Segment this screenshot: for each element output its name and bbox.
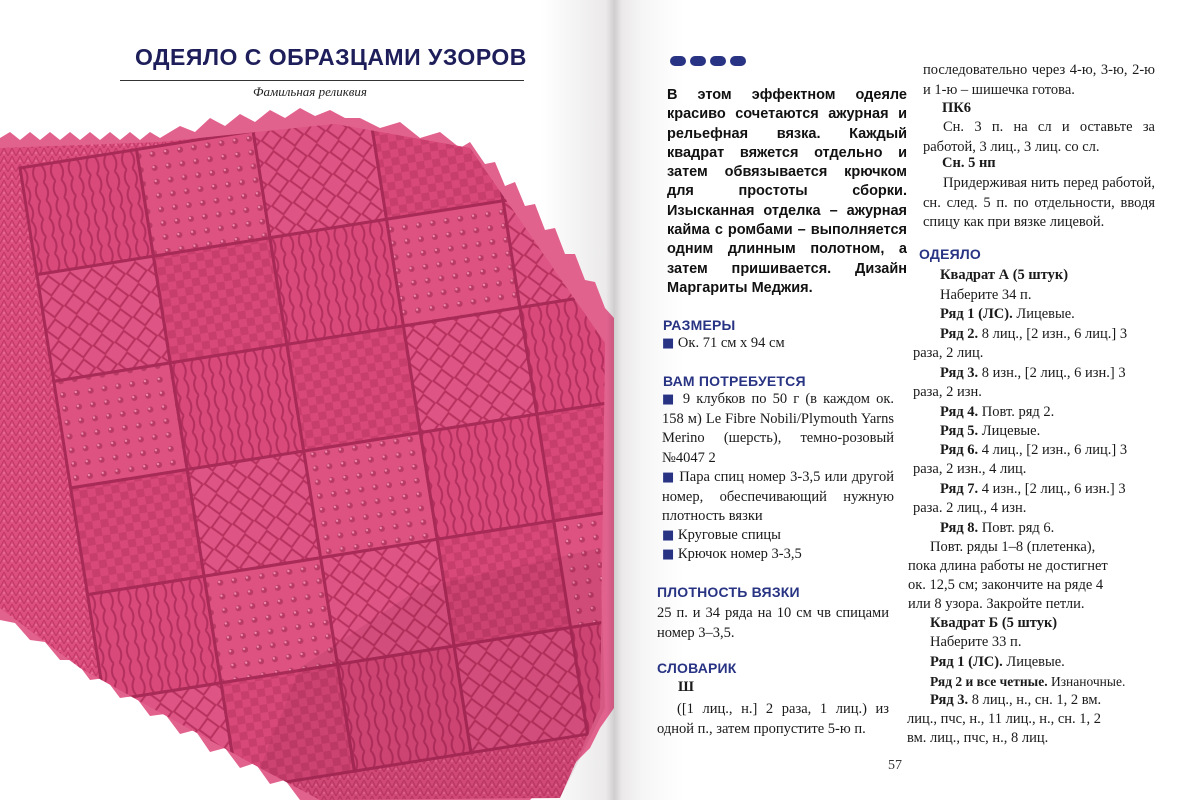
materials-item-needles: ■ Пара спиц номер 3-3,5 или другой номер, обеспечивающий нужную плотность вязки xyxy=(662,469,894,525)
materials-item-yarn: ■ 9 клубков по 50 г (в каждом ок. 158 м) Le Fibre Nobili/Plymouth Yarns Merino (шерсть), темно-розовый №4047 2 xyxy=(662,391,894,466)
bullet-square-icon: ■ xyxy=(662,528,675,543)
bullet-square-icon: ■ xyxy=(662,470,675,485)
glossary-text-sh: ([1 лиц., н.] 2 раза, 1 лиц.) из одной п., затем пропустите 5-ю п. xyxy=(657,701,889,737)
glossary-heading: СЛОВАРИК xyxy=(657,660,737,676)
square-b-row-3-cont-2: вм. лиц., пчс, н., 8 лиц. xyxy=(907,730,1049,746)
book-gutter xyxy=(606,0,622,800)
square-b-title: Квадрат Б (5 штук) xyxy=(930,615,1058,631)
glossary-continuation: последовательно через 4-ю, 3-ю, 2-ю и 1-ю – шишечка готова. xyxy=(923,62,1155,98)
square-a-row-8: Ряд 8. Повт. ряд 6. xyxy=(940,520,1055,536)
square-a-row-3-cont: раза, 2 изн. xyxy=(913,384,982,400)
square-a-row-7-cont: раза. 2 лиц., 4 изн. xyxy=(913,500,1027,516)
square-a-row-2-cont: раза, 2 лиц. xyxy=(913,345,984,361)
page-subtitle: Фамильная реликвия xyxy=(253,84,367,99)
page-number: 57 xyxy=(888,758,902,773)
square-a-row-2: Ряд 2. 8 лиц., [2 изн., 6 лиц.] 3 xyxy=(940,326,1128,342)
square-a-repeat-4: или 8 узора. Закройте петли. xyxy=(908,596,1085,612)
square-a-row-7: Ряд 7. 4 изн., [2 лиц., 6 изн.] 3 xyxy=(940,481,1126,497)
square-a-repeat-3: ок. 12,5 см; закончите на ряде 4 xyxy=(908,577,1104,593)
intro-text: В этом эффектном одеяле красиво сочетаются ажурная и рельефная вязка. Каждый квадрат вяжется отдельно и затем обвязывается крючком для простоты сборки. Изысканная отделка – ажурная кайма с ромбами – выполняется одним длинным полотном, а затем пришивается. Дизайн Маргариты Меджия. xyxy=(667,87,907,296)
square-b-row-1: Ряд 1 (ЛС). Лицевые. xyxy=(930,654,1065,670)
square-b-cast-on: Наберите 33 п. xyxy=(930,634,1022,650)
square-a-cast-on: Наберите 34 п. xyxy=(940,287,1032,303)
square-a-row-6: Ряд 6. 4 лиц., [2 изн., 6 лиц.] 3 xyxy=(940,442,1128,458)
materials-item-circular: ■ Круговые спицы xyxy=(662,527,781,543)
square-b-row-3: Ряд 3. 8 лиц., н., сн. 1, 2 вм. xyxy=(930,692,1102,708)
section-ornament xyxy=(670,55,746,67)
blanket-heading: ОДЕЯЛО xyxy=(919,246,981,262)
square-b-row-3-cont-1: лиц., пчс, н., 11 лиц., н., сн. 1, 2 xyxy=(907,711,1102,727)
square-a-row-5: Ряд 5. Лицевые. xyxy=(940,423,1041,439)
glossary-text-sn5: Придерживая нить перед работой, сн. след. 5 п. по отдельности, вводя спицу как при вязке лицевой. xyxy=(923,175,1155,231)
square-a-row-6-cont: раза, 2 изн., 4 лиц. xyxy=(913,461,1027,477)
glossary-text-pk6: Сн. 3 п. на сл и оставьте за работой, 3 лиц., 3 лиц. со сл. xyxy=(923,119,1155,155)
sizes-item: ■ Ок. 71 см х 94 см xyxy=(662,335,785,351)
square-a-row-4: Ряд 4. Повт. ряд 2. xyxy=(940,404,1055,420)
blanket-photo xyxy=(0,108,614,800)
square-a-repeat-1: Повт. ряды 1–8 (плетенка), xyxy=(930,539,1096,555)
bullet-square-icon: ■ xyxy=(662,547,675,562)
gauge-text: 25 п. и 34 ряда на 10 см чв спицами номер 3–3,5. xyxy=(657,605,889,641)
sizes-heading: РАЗМЕРЫ xyxy=(663,317,736,333)
bullet-square-icon: ■ xyxy=(662,392,677,407)
materials-heading: ВАМ ПОТРЕБУЕТСЯ xyxy=(663,373,806,389)
materials-item-hook: ■ Крючок номер 3-3,5 xyxy=(662,546,802,562)
square-a-repeat-2: пока длина работы не достигнет xyxy=(908,558,1108,574)
square-b-row-2: Ряд 2 и все четные. Изнаночные. xyxy=(930,674,1126,689)
square-a-row-3: Ряд 3. 8 изн., [2 лиц., 6 изн.] 3 xyxy=(940,365,1126,381)
glossary-term-sn5: Сн. 5 нп xyxy=(942,155,996,171)
square-a-row-1: Ряд 1 (ЛС). Лицевые. xyxy=(940,306,1075,322)
glossary-term-sh: Ш xyxy=(678,679,694,695)
page-title: ОДЕЯЛО С ОБРАЗЦАМИ УЗОРОВ xyxy=(135,44,527,70)
gauge-heading: ПЛОТНОСТЬ ВЯЗКИ xyxy=(657,584,800,600)
glossary-term-pk6: ПК6 xyxy=(942,100,972,116)
title-underline xyxy=(120,80,524,81)
square-a-title: Квадрат А (5 штук) xyxy=(940,267,1069,283)
bullet-square-icon: ■ xyxy=(662,336,675,351)
